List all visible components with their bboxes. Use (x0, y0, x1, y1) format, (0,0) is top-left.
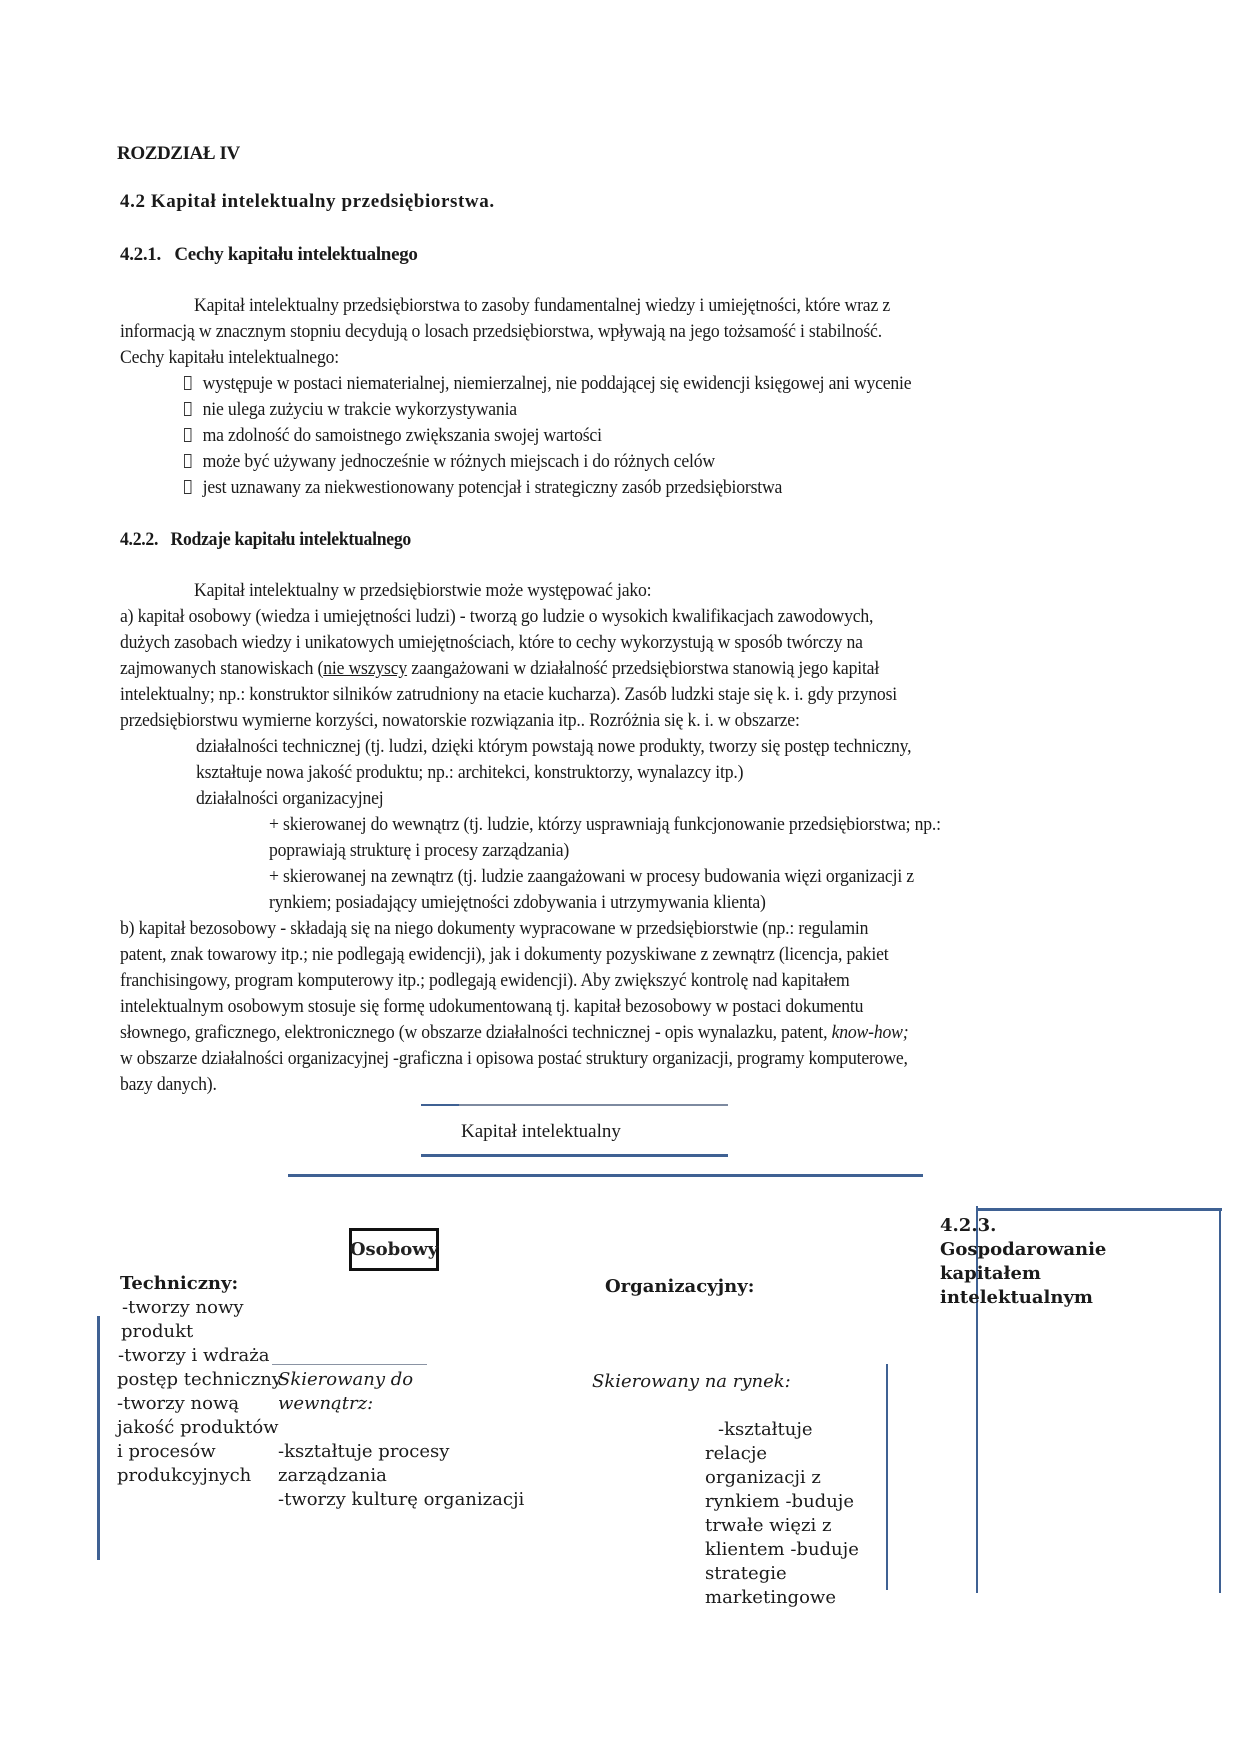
paragraph-line: b) kapitał bezosobowy - składają się na niego dokumenty wypracowane w przedsiębiorstwie (np.: regulamin (120, 918, 869, 939)
bullet-icon (184, 480, 191, 494)
bullet-icon (184, 454, 191, 468)
subsection-text: Rodzaje kapitału intelektualnego (170, 529, 411, 550)
techniczny-title: Techniczny: (120, 1273, 239, 1294)
paragraph-line: intelektualnym osobowym stosuje się formę udokumentowaną tj. kapitał bezosobowy w postaci dokumentu (120, 996, 864, 1017)
rynek-title: Skierowany na rynek: (592, 1371, 791, 1392)
rynek-item: trwałe więzi z (705, 1515, 832, 1536)
italic-text: know-how; (831, 1022, 909, 1043)
rynek-item: marketingowe (705, 1587, 836, 1608)
list-item: występuje w postaci niematerialnej, niemierzalnej, nie poddającej się ewidencji księgowej ani wycenie (184, 371, 911, 397)
subsection-heading-422 (120, 527, 411, 553)
paragraph-line: a) kapitał osobowy (wiedza i umiejętności ludzi) - tworzą go ludzie o wysokich kwalifikacjach zawodowych, (120, 606, 874, 627)
wewnatrz-item: -kształtuje procesy (278, 1441, 450, 1462)
paragraph-line: poprawiają strukturę i procesy zarządzania) (269, 840, 570, 861)
paragraph-line: + skierowanej do wewnątrz (tj. ludzie, którzy usprawniają funkcjonowanie przedsiębiorstwa; np.: (269, 814, 941, 835)
diagram-connector-line (288, 1174, 923, 1177)
diagram-bracket-line (886, 1364, 888, 1590)
techniczny-item: i procesów (117, 1441, 216, 1462)
diagram-frame-right (1219, 1208, 1221, 1593)
paragraph-line: Cechy kapitału intelektualnego: (120, 347, 339, 368)
underlined-text: nie wszyscy (323, 658, 408, 679)
chapter-title: ROZDZIAŁ IV (117, 143, 240, 164)
techniczny-item: produkt (121, 1321, 194, 1342)
rynek-item: strategie (705, 1563, 787, 1584)
paragraph-line: + skierowanej na zewnątrz (tj. ludzie zaangażowani w procesy budowania więzi organizacji z (269, 866, 914, 887)
paragraph-line: bazy danych). (120, 1074, 217, 1095)
list-item: może być używany jednocześnie w różnych miejscach i do różnych celów (184, 449, 715, 475)
paragraph-line: przedsiębiorstwu wymierne korzyści, nowatorskie rozwiązania itp.. Rozróżnia się k. i. w obszarze: (120, 710, 800, 731)
list-item: jest uznawany za niekwestionowany potencjał i strategiczny zasób przedsiębiorstwa (184, 475, 782, 501)
techniczny-item: produkcyjnych (117, 1465, 252, 1486)
section-title: 4.2 Kapitał intelektualny przedsiębiorstwa. (120, 191, 495, 212)
bullet-icon (184, 376, 191, 390)
rynek-item: klientem -buduje (705, 1539, 859, 1560)
organizacyjny-title: Organizacyjny: (605, 1276, 755, 1297)
subsection-number: 4.2.2. (120, 529, 159, 550)
diagram-line (272, 1364, 427, 1365)
paragraph-line: działalności technicznej (tj. ludzi, dzięki którym powstają nowe produkty, tworzy się postęp techniczny, (196, 736, 912, 757)
wewnatrz-title: wewnątrz: (278, 1393, 374, 1414)
techniczny-item: -tworzy nową (117, 1393, 240, 1414)
diagram-line (459, 1104, 728, 1106)
paragraph-line: intelektualny; np.: konstruktor silników zatrudniony na etacie kucharza). Zasób ludzki staje się k. i. gdy przynosi (120, 684, 898, 705)
bullet-icon (184, 428, 191, 442)
techniczny-item: jakość produktów (117, 1417, 279, 1438)
subsection-text: Cechy kapitału intelektualnego (174, 244, 418, 265)
techniczny-item: -tworzy nowy (122, 1297, 244, 1318)
paragraph-line: rynkiem; posiadający umiejętności zdobywania i utrzymywania klienta) (269, 892, 766, 913)
wewnatrz-item: zarządzania (278, 1465, 387, 1486)
paragraph-line: Kapitał intelektualny w przedsiębiorstwie może występować jako: (194, 580, 652, 601)
paragraph-line: działalności organizacyjnej (196, 788, 384, 809)
rynek-item: organizacji z (705, 1467, 821, 1488)
diagram-bracket-line (97, 1316, 100, 1560)
wewnatrz-title: Skierowany do (278, 1369, 414, 1390)
rynek-item: rynkiem -buduje (705, 1491, 855, 1512)
paragraph-line: informacją w znacznym stopniu decydują o losach przedsiębiorstwa, wpływają na jego tożsamość i stabilność. (120, 321, 882, 342)
techniczny-item: -tworzy i wdraża (118, 1345, 270, 1366)
paragraph-line: słownego, graficznego, elektronicznego (w obszarze działalności technicznej - opis wynalazku, patent, know-how; (120, 1022, 909, 1043)
list-item: ma zdolność do samoistnego zwiększania swojej wartości (184, 423, 602, 449)
subsection-heading-421 (120, 242, 418, 268)
rynek-item: relacje (705, 1443, 768, 1464)
diagram-root-label: Kapitał intelektualny (461, 1121, 621, 1142)
paragraph-line: w obszarze działalności organizacyjnej -graficzna i opisowa postać struktury organizacji, programy komputerowe, (120, 1048, 908, 1069)
paragraph-line: kształtuje nowa jakość produktu; np.: architekci, konstruktorzy, wynalazcy itp.) (196, 762, 744, 783)
paragraph-line: Kapitał intelektualny przedsiębiorstwa to zasoby fundamentalnej wiedzy i umiejętności, które wraz z (194, 295, 891, 316)
paragraph-line: zajmowanych stanowiskach (nie wszyscy zaangażowani w działalność przedsiębiorstwa stanowią jego kapitał (120, 658, 880, 679)
list-item: nie ulega zużyciu w trakcie wykorzystywania (184, 397, 517, 423)
bullet-icon (184, 402, 191, 416)
subsection-number: 4.2.1. (120, 244, 161, 265)
rynek-item: -kształtuje (718, 1419, 813, 1440)
paragraph-line: patent, znak towarowy itp.; nie podlegają ewidencji), jak i dokumenty pozyskiwane z zewnątrz (licencja, pakiet (120, 944, 889, 965)
diagram-line (421, 1104, 459, 1106)
osobowy-box: Osobowy (349, 1228, 439, 1271)
paragraph-line: franchisingowy, program komputerowy itp.; podlegają ewidencji). Aby zwiększyć kontrolę nad kapitałem (120, 970, 850, 991)
wewnatrz-item: -tworzy kulturę organizacji (278, 1489, 525, 1510)
diagram-line (421, 1154, 728, 1157)
paragraph-line: dużych zasobach wiedzy i unikatowych umiejętnościach, które to cechy wykorzystują w sposób twórczy na (120, 632, 863, 653)
diagram-frame-top (978, 1208, 1222, 1211)
techniczny-item: postęp techniczny (117, 1369, 282, 1390)
